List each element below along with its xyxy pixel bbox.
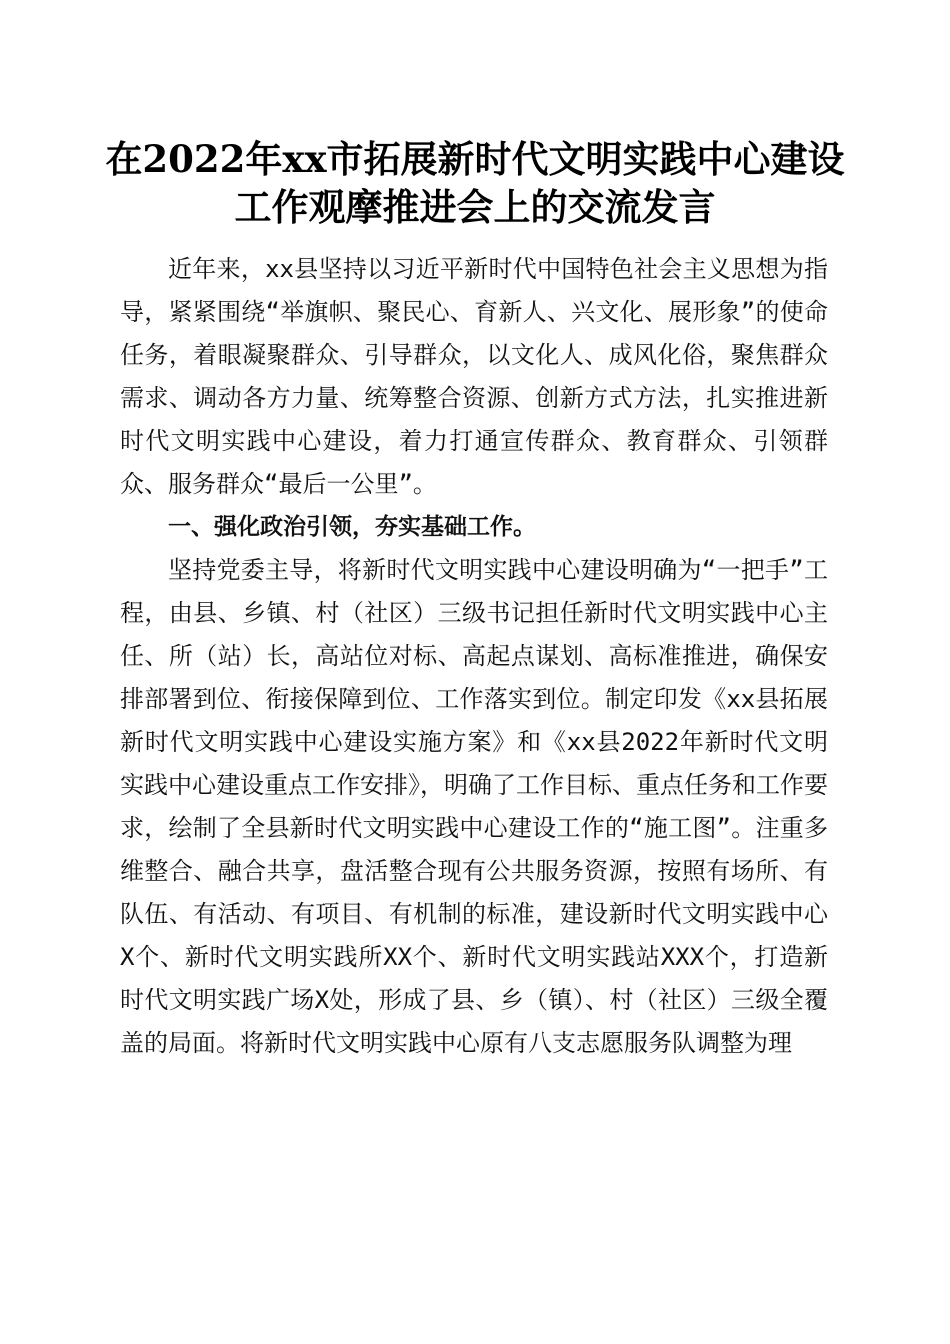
document-title-line-2: 工作观摩推进会上的交流发言 <box>234 185 716 229</box>
section-heading-1: 一、强化政治引领，夯实基础工作。 <box>168 514 536 540</box>
document-title-line-1: 在2022年xx市拓展新时代文明实践中心建设 <box>105 137 845 181</box>
paragraph-intro: 近年来，xx县坚持以习近平新时代中国特色社会主义思想为指导，紧紧围绕“举旗帜、聚民心、育新人、兴文化、展形象”的使命任务，着眼凝聚群众、引导群众，以文化人、成风化俗，聚焦群众需求、调动各方力量、统筹整合资源、创新方式方法，扎实推进新时代文明实践中心建设，着力打通宣传群众、教育群众、引领群众、服务群众“最后一公里”。 <box>120 255 828 498</box>
paragraph-section-1: 坚持党委主导，将新时代文明实践中心建设明确为“一把手”工程，由县、乡镇、村（社区）三级书记担任新时代文明实践中心主任、所（站）长，高站位对标、高起点谋划、高标准推进，确保安排部署到位、衔接保障到位、工作落实到位。制定印发《xx县拓展新时代文明实践中心建设实施方案》和《xx县2022年新时代文明实践中心建设重点工作安排》，明确了工作目标、重点任务和工作要求，绘制了全县新时代文明实践中心建设工作的“施工图”。注重多维整合、融合共享，盘活整合现有公共服务资源，按照有场所、有队伍、有活动、有项目、有机制的标准，建设新时代文明实践中心X个、新时代文明实践所XX个、新时代文明实践站XXX个，打造新时代文明实践广场X处，形成了县、乡（镇）、村（社区）三级全覆盖的局面。将新时代文明实践中心原有八支志愿服务队调整为理 <box>120 556 828 1057</box>
document-body <box>120 248 828 1065</box>
